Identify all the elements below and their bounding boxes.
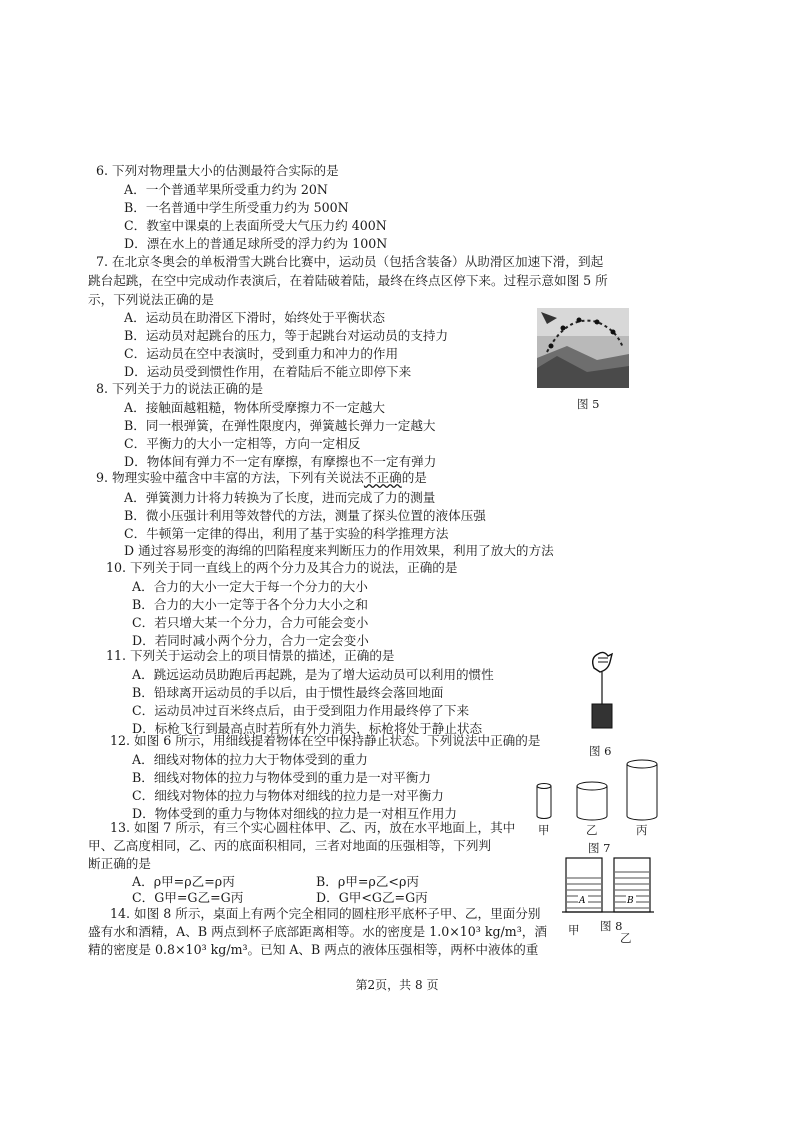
q6-option-c: C．教室中课桌的上表面所受大气压力约 400N — [124, 218, 387, 233]
q6-stem: 6. 下列对物理量大小的估测最符合实际的是 — [96, 163, 339, 178]
q9-stem-tail: 的是 — [401, 470, 427, 485]
q9-option-b: B．微小压强计利用等效替代的方法，测量了探头位置的液体压强 — [124, 508, 486, 523]
q10-option-a: A．合力的大小一定大于每一个分力的大小 — [132, 579, 368, 594]
q9-option-c: C．牛顿第一定律的得出，利用了基于实验的科学推理方法 — [124, 526, 449, 541]
q8-option-b: B．同一根弹簧，在弹性限度内，弹簧越长弹力一定越大 — [124, 418, 436, 433]
figure-7-label-bing: 丙 — [636, 823, 648, 837]
q7-stem-line1: 7. 在北京冬奥会的单板滑雪大跳台比赛中，运动员（包括含装备）从助滑区加速下滑，到起 — [96, 254, 604, 269]
q13-stem-line2: 甲、乙高度相同，乙、丙的底面积相同，三者对地面的压强相等，下列判 — [88, 838, 491, 853]
q11-stem: 11. 下列关于运动会上的项目情景的描述，正确的是 — [106, 648, 395, 663]
q9-option-a: A．弹簧测力计将力转换为了长度，进而完成了力的测量 — [124, 490, 436, 505]
q11-option-b: B．铅球离开运动员的手以后，由于惯性最终会落回地面 — [132, 685, 444, 700]
q8-option-c: C．平衡力的大小一定相等，方向一定相反 — [124, 436, 361, 451]
q13-stem-line1: 13. 如图 7 所示，有三个实心圆柱体甲、乙、丙，放在水平地面上，其中 — [110, 820, 516, 835]
q14-stem-line1: 14. 如图 8 所示，桌面上有两个完全相同的圆柱形平底杯子甲、乙，里面分别 — [110, 906, 541, 921]
q13-stem-line3: 断正确的是 — [88, 856, 151, 871]
figure-8-label-yi: 乙 — [620, 931, 632, 945]
figure-6-hanging-block — [586, 650, 622, 732]
q13-option-b: B．ρ甲=ρ乙<ρ丙 — [316, 874, 419, 889]
q10-option-d: D．若同时减小两个分力，合力一定会变小 — [132, 633, 369, 648]
figure-5-caption: 图 5 — [577, 397, 600, 411]
q8-stem: 8. 下列关于力的说法正确的是 — [96, 381, 264, 396]
q7-option-c: C．运动员在空中表演时，受到重力和冲力的作用 — [124, 346, 399, 361]
q12-stem: 12. 如图 6 所示，用细线提着物体在空中保持静止状态。下列说法中正确的是 — [110, 733, 541, 748]
figure-8-two-cups — [562, 856, 654, 918]
q13-option-d: D．G甲<G乙=G丙 — [316, 890, 428, 905]
q10-option-b: B．合力的大小一定等于各个分力大小之和 — [132, 597, 368, 612]
q7-stem-line3: 示，下列说法正确的是 — [88, 292, 214, 307]
q12-option-d: D．物体受到的重力与物体对细线的拉力是一对相互作用力 — [132, 806, 457, 821]
q7-option-a: A．运动员在助滑区下滑时，始终处于平衡状态 — [124, 310, 385, 325]
q12-option-c: C．细线对物体的拉力与物体对细线的拉力是一对平衡力 — [132, 788, 444, 803]
figure-8-point-a: A — [579, 896, 586, 906]
q12-option-a: A．细线对物体的拉力大于物体受到的重力 — [132, 752, 368, 767]
figure-5-ski-jump-photo — [537, 308, 629, 388]
figure-8-label-jia: 甲 — [568, 923, 580, 937]
q11-option-a: A．跳远运动员助跑后再起跳，是为了增大运动员可以利用的惯性 — [132, 667, 494, 682]
q14-stem-line3: 精的密度是 0.8×10³ kg/m³。已知 A、B 两点的液体压强相等，两杯中液体的重 — [88, 942, 539, 957]
q10-option-c: C．若只增大某一个分力，合力可能会变小 — [132, 615, 369, 630]
page-footer: 第2页，共 8 页 — [355, 978, 439, 992]
q14-stem-line2: 盛有水和酒精，A、B 两点到杯子底部距离相等。水的密度是 1.0×10³ kg/m³，酒 — [88, 924, 547, 939]
figure-7-three-cylinders — [530, 758, 676, 830]
figure-7-label-jia: 甲 — [538, 823, 550, 837]
q9-stem-text: 9. 物理实验中蕴含中丰富的方法，下列有关说法 — [96, 470, 364, 485]
q8-option-a: A．接触面越粗糙，物体所受摩擦力不一定越大 — [124, 400, 385, 415]
q7-stem-line2: 跳台起跳，在空中完成动作表演后，在着陆破着陆，最终在终点区停下来。过程示意如图 5 所 — [88, 273, 608, 288]
figure-6-caption: 图 6 — [589, 744, 612, 758]
figure-8-point-b: B — [627, 896, 634, 906]
q6-option-b: B．一名普通中学生所受重力约为 500N — [124, 200, 349, 215]
q11-option-c: C．运动员冲过百米终点后，由于受到阻力作用最终停了下来 — [132, 703, 470, 718]
q8-option-d: D．物体间有弹力不一定有摩擦，有摩擦也不一定有弹力 — [124, 454, 437, 469]
q11-option-d: D．标枪飞行到最高点时若所有外力消失，标枪将处于静止状态 — [132, 721, 483, 736]
q7-option-b: B．运动员对起跳台的压力，等于起跳台对运动员的支持力 — [124, 328, 449, 343]
q10-stem: 10. 下列关于同一直线上的两个分力及其合力的说法，正确的是 — [106, 560, 458, 575]
q9-stem — [96, 470, 427, 486]
q7-option-d: D．运动员受到惯性作用，在着陆后不能立即停下来 — [124, 364, 412, 379]
figure-7-label-yi: 乙 — [586, 823, 598, 837]
q9-option-d: D 通过容易形变的海绵的凹陷程度来判断压力的作用效果，利用了放大的方法 — [124, 543, 554, 558]
q6-option-a: A．一个普通苹果所受重力约为 20N — [124, 182, 328, 197]
q13-option-c: C．G甲=G乙=G丙 — [132, 890, 244, 905]
q6-option-d: D．漂在水上的普通足球所受的浮力约为 100N — [124, 236, 388, 251]
q13-option-a: A．ρ甲=ρ乙=ρ丙 — [132, 874, 235, 889]
q9-stem-emphasis: 不正确 — [363, 470, 402, 485]
q12-option-b: B．细线对物体的拉力与物体受到的重力是一对平衡力 — [132, 770, 431, 785]
figure-7-caption: 图 7 — [588, 841, 611, 855]
figure-8-caption: 图 8 — [600, 919, 623, 933]
